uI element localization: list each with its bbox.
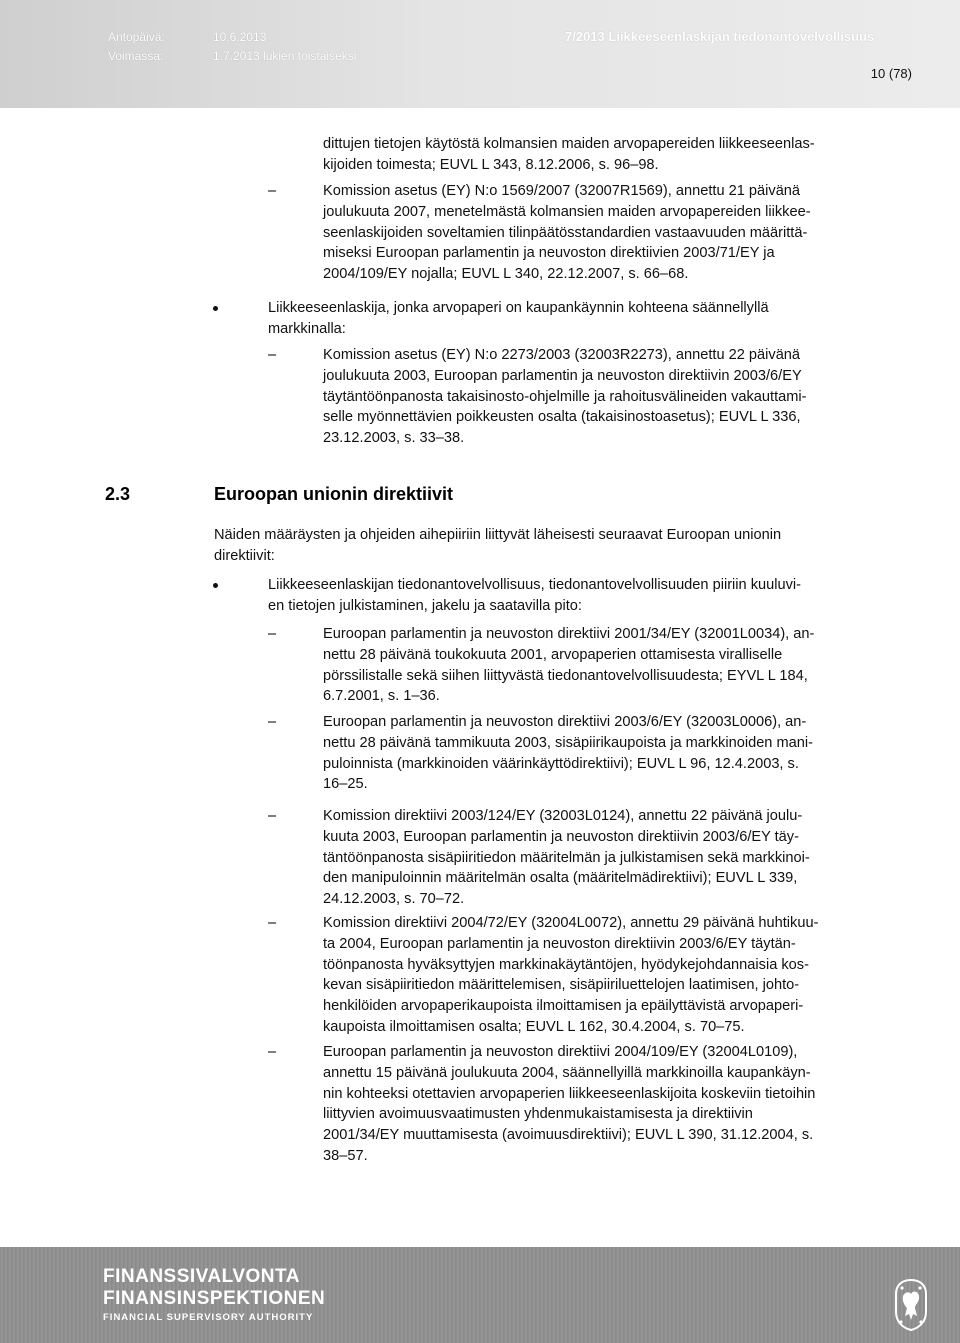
valid-label: Voimassa:	[108, 49, 164, 63]
list-item-text	[323, 913, 913, 1038]
dash-marker: –	[268, 183, 277, 199]
text-line: Komission direktiivi 2004/72/EY (32004L0072), annettu 29 päivänä huhtikuu-	[323, 915, 819, 931]
list-item-text	[323, 712, 913, 795]
text-line: Komission asetus (EY) N:o 2273/2003 (32003R2273), annettu 22 päivänä	[323, 347, 801, 363]
text-line: markkinalla:	[268, 320, 346, 337]
logo-text-en: FINANCIAL SUPERVISORY AUTHORITY	[103, 1312, 314, 1323]
text-line: Euroopan parlamentin ja neuvoston direktiivi 2004/109/EY (32004L0109),	[323, 1044, 798, 1060]
text-line: kevan sisäpiiritiedon määrittelemisen, sisäpiiriluettelojen laatimisen, johto-	[323, 977, 800, 994]
bullet-text	[268, 298, 913, 340]
text-line: 6.7.2001, s. 1–36.	[323, 688, 440, 705]
text-line: Komission direktiivi 2003/124/EY (32003L0124), annettu 22 päivänä joulu-	[323, 808, 803, 824]
text-line: en tietojen julkistaminen, jakelu ja saatavilla pito:	[268, 597, 582, 614]
section-intro	[214, 525, 914, 567]
text-line: Liikkeeseenlaskijan tiedonantovelvollisuus, tiedonantovelvollisuuden piiriin kuuluvi-	[268, 577, 801, 593]
lion-crest-icon	[893, 1278, 929, 1332]
text-line: pörssilistalle sekä siihen liittyvästä tiedonantovelvollisuudesta; EYVL L 184,	[323, 667, 808, 684]
text-line: 2004/109/EY nojalla; EUVL L 340, 22.12.2007, s. 66–68.	[323, 266, 689, 283]
list-item-text	[323, 181, 913, 285]
dash-marker: –	[268, 915, 277, 931]
page-number: 10 (78)	[870, 66, 912, 81]
text-line: kijoiden toimesta; EUVL L 343, 8.12.2006, s. 96–98.	[323, 156, 659, 173]
list-item-text	[323, 806, 913, 910]
dash-marker: –	[268, 347, 277, 363]
bullet-text	[268, 575, 913, 617]
text-line: kuuta 2003, Euroopan parlamentin ja neuvoston direktiivin 2003/6/EY täy-	[323, 828, 799, 845]
text-line: 23.12.2003, s. 33–38.	[323, 430, 465, 447]
text-line: direktiivit:	[214, 547, 275, 564]
text-line: joulukuuta 2003, Euroopan parlamentin ja neuvoston direktiivin 2003/6/EY	[323, 367, 802, 384]
list-item-text	[323, 345, 913, 449]
text-line: nin kohteeksi otettavien arvopaperien liikkeeseenlaskijoita koskeviin tietoihin	[323, 1085, 816, 1102]
dash-marker: –	[268, 626, 277, 642]
issued-value: 10.6.2013	[213, 30, 267, 44]
text-line: joulukuuta 2007, menetelmästä kolmansien maiden arvopapereiden liikkee-	[323, 203, 811, 220]
text-line: 16–25.	[323, 776, 368, 793]
text-line: täntöönpanosta sisäpiiritiedon määritelmän ja julkistamisen sekä markkinoi-	[323, 849, 810, 866]
text-line: den manipuloinnin määritelmän osalta (määritelmädirektiivi); EUVL L 339,	[323, 870, 798, 887]
page-header	[0, 0, 960, 108]
text-line: puloinnista (markkinoiden väärinkäyttödirektiivi); EUVL L 96, 12.4.2003, s.	[323, 755, 799, 772]
text-line: 38–57.	[323, 1147, 368, 1164]
dash-marker: –	[268, 808, 277, 824]
text-line: miseksi Euroopan parlamentin ja neuvoston direktiivien 2003/71/EY ja	[323, 245, 775, 262]
valid-value: 1.7.2013 lukien toistaiseksi	[213, 49, 357, 63]
logo-text-fi: FINANSSIVALVONTA	[103, 1266, 300, 1287]
list-item-text	[323, 1042, 913, 1167]
text-line: kaupoista ilmoittamisen osalta; EUVL L 162, 30.4.2004, s. 70–75.	[323, 1018, 745, 1035]
text-line: seenlaskijoiden soveltamien tilinpäätösstandardien vastaavuuden määrittä-	[323, 224, 808, 241]
text-line: Näiden määräysten ja ohjeiden aihepiiriin liittyvät läheisesti seuraavat Euroopan unionin	[214, 527, 782, 543]
text-line: Euroopan parlamentin ja neuvoston direktiivi 2001/34/EY (32001L0034), an-	[323, 626, 815, 642]
text-line: 24.12.2003, s. 70–72.	[323, 891, 465, 908]
section-title: Euroopan unionin direktiivit	[214, 484, 454, 504]
list-item-text	[323, 624, 913, 707]
section-number: 2.3	[105, 484, 131, 504]
continuation-paragraph	[323, 134, 923, 176]
text-line: töönpanosta hyväksyttyjen markkinakäytäntöjen, hyödykejohdannaisia kos-	[323, 956, 809, 973]
text-line: henkilöiden arvopaperikaupoista ilmoittamisen ja epäilyttävistä arvopaperi-	[323, 998, 804, 1015]
text-line: 2001/34/EY muuttamisesta (avoimuusdirektiivi); EUVL L 390, 31.12.2004, s.	[323, 1127, 814, 1144]
text-line: annettu 15 päivänä joulukuuta 2004, säännellyillä markkinoilla kaupankäyn-	[323, 1064, 811, 1081]
bullet-icon	[213, 583, 218, 588]
dash-marker: –	[268, 714, 277, 730]
dash-marker: –	[268, 1044, 277, 1060]
text-line: nettu 28 päivänä tammikuuta 2003, sisäpiirikaupoista ja markkinoiden mani-	[323, 734, 813, 751]
logo-text-sv: FINANSINSPEKTIONEN	[103, 1288, 326, 1309]
text-line: selle myönnettävien poikkeusten osalta (takaisinostoasetus); EUVL L 336,	[323, 409, 801, 426]
text-line: dittujen tietojen käytöstä kolmansien maiden arvopapereiden liikkeeseenlas-	[323, 136, 815, 152]
text-line: ta 2004, Euroopan parlamentin ja neuvoston direktiivin 2003/6/EY täytän-	[323, 935, 796, 952]
text-line: nettu 28 päivänä toukokuuta 2001, arvopaperien ottamisesta viralliselle	[323, 646, 783, 663]
bullet-icon	[213, 306, 218, 311]
text-line: Euroopan parlamentin ja neuvoston direktiivi 2003/6/EY (32003L0006), an-	[323, 714, 807, 730]
text-line: Liikkeeseenlaskija, jonka arvopaperi on kaupankäynnin kohteena säännellyllä	[268, 300, 769, 316]
text-line: Komission asetus (EY) N:o 1569/2007 (32007R1569), annettu 21 päivänä	[323, 183, 801, 199]
text-line: täytäntöönpanosta takaisinosto-ohjelmille ja rahoitusvälineiden vakauttami-	[323, 388, 807, 405]
issued-label: Antopäivä:	[108, 30, 165, 44]
document-title: 7/2013 Liikkeeseenlaskijan tiedonantovelvollisuus	[565, 29, 875, 44]
text-line: liittyvien avoimuusvaatimusten yhdenmukaistamisesta ja direktiivin	[323, 1106, 753, 1123]
